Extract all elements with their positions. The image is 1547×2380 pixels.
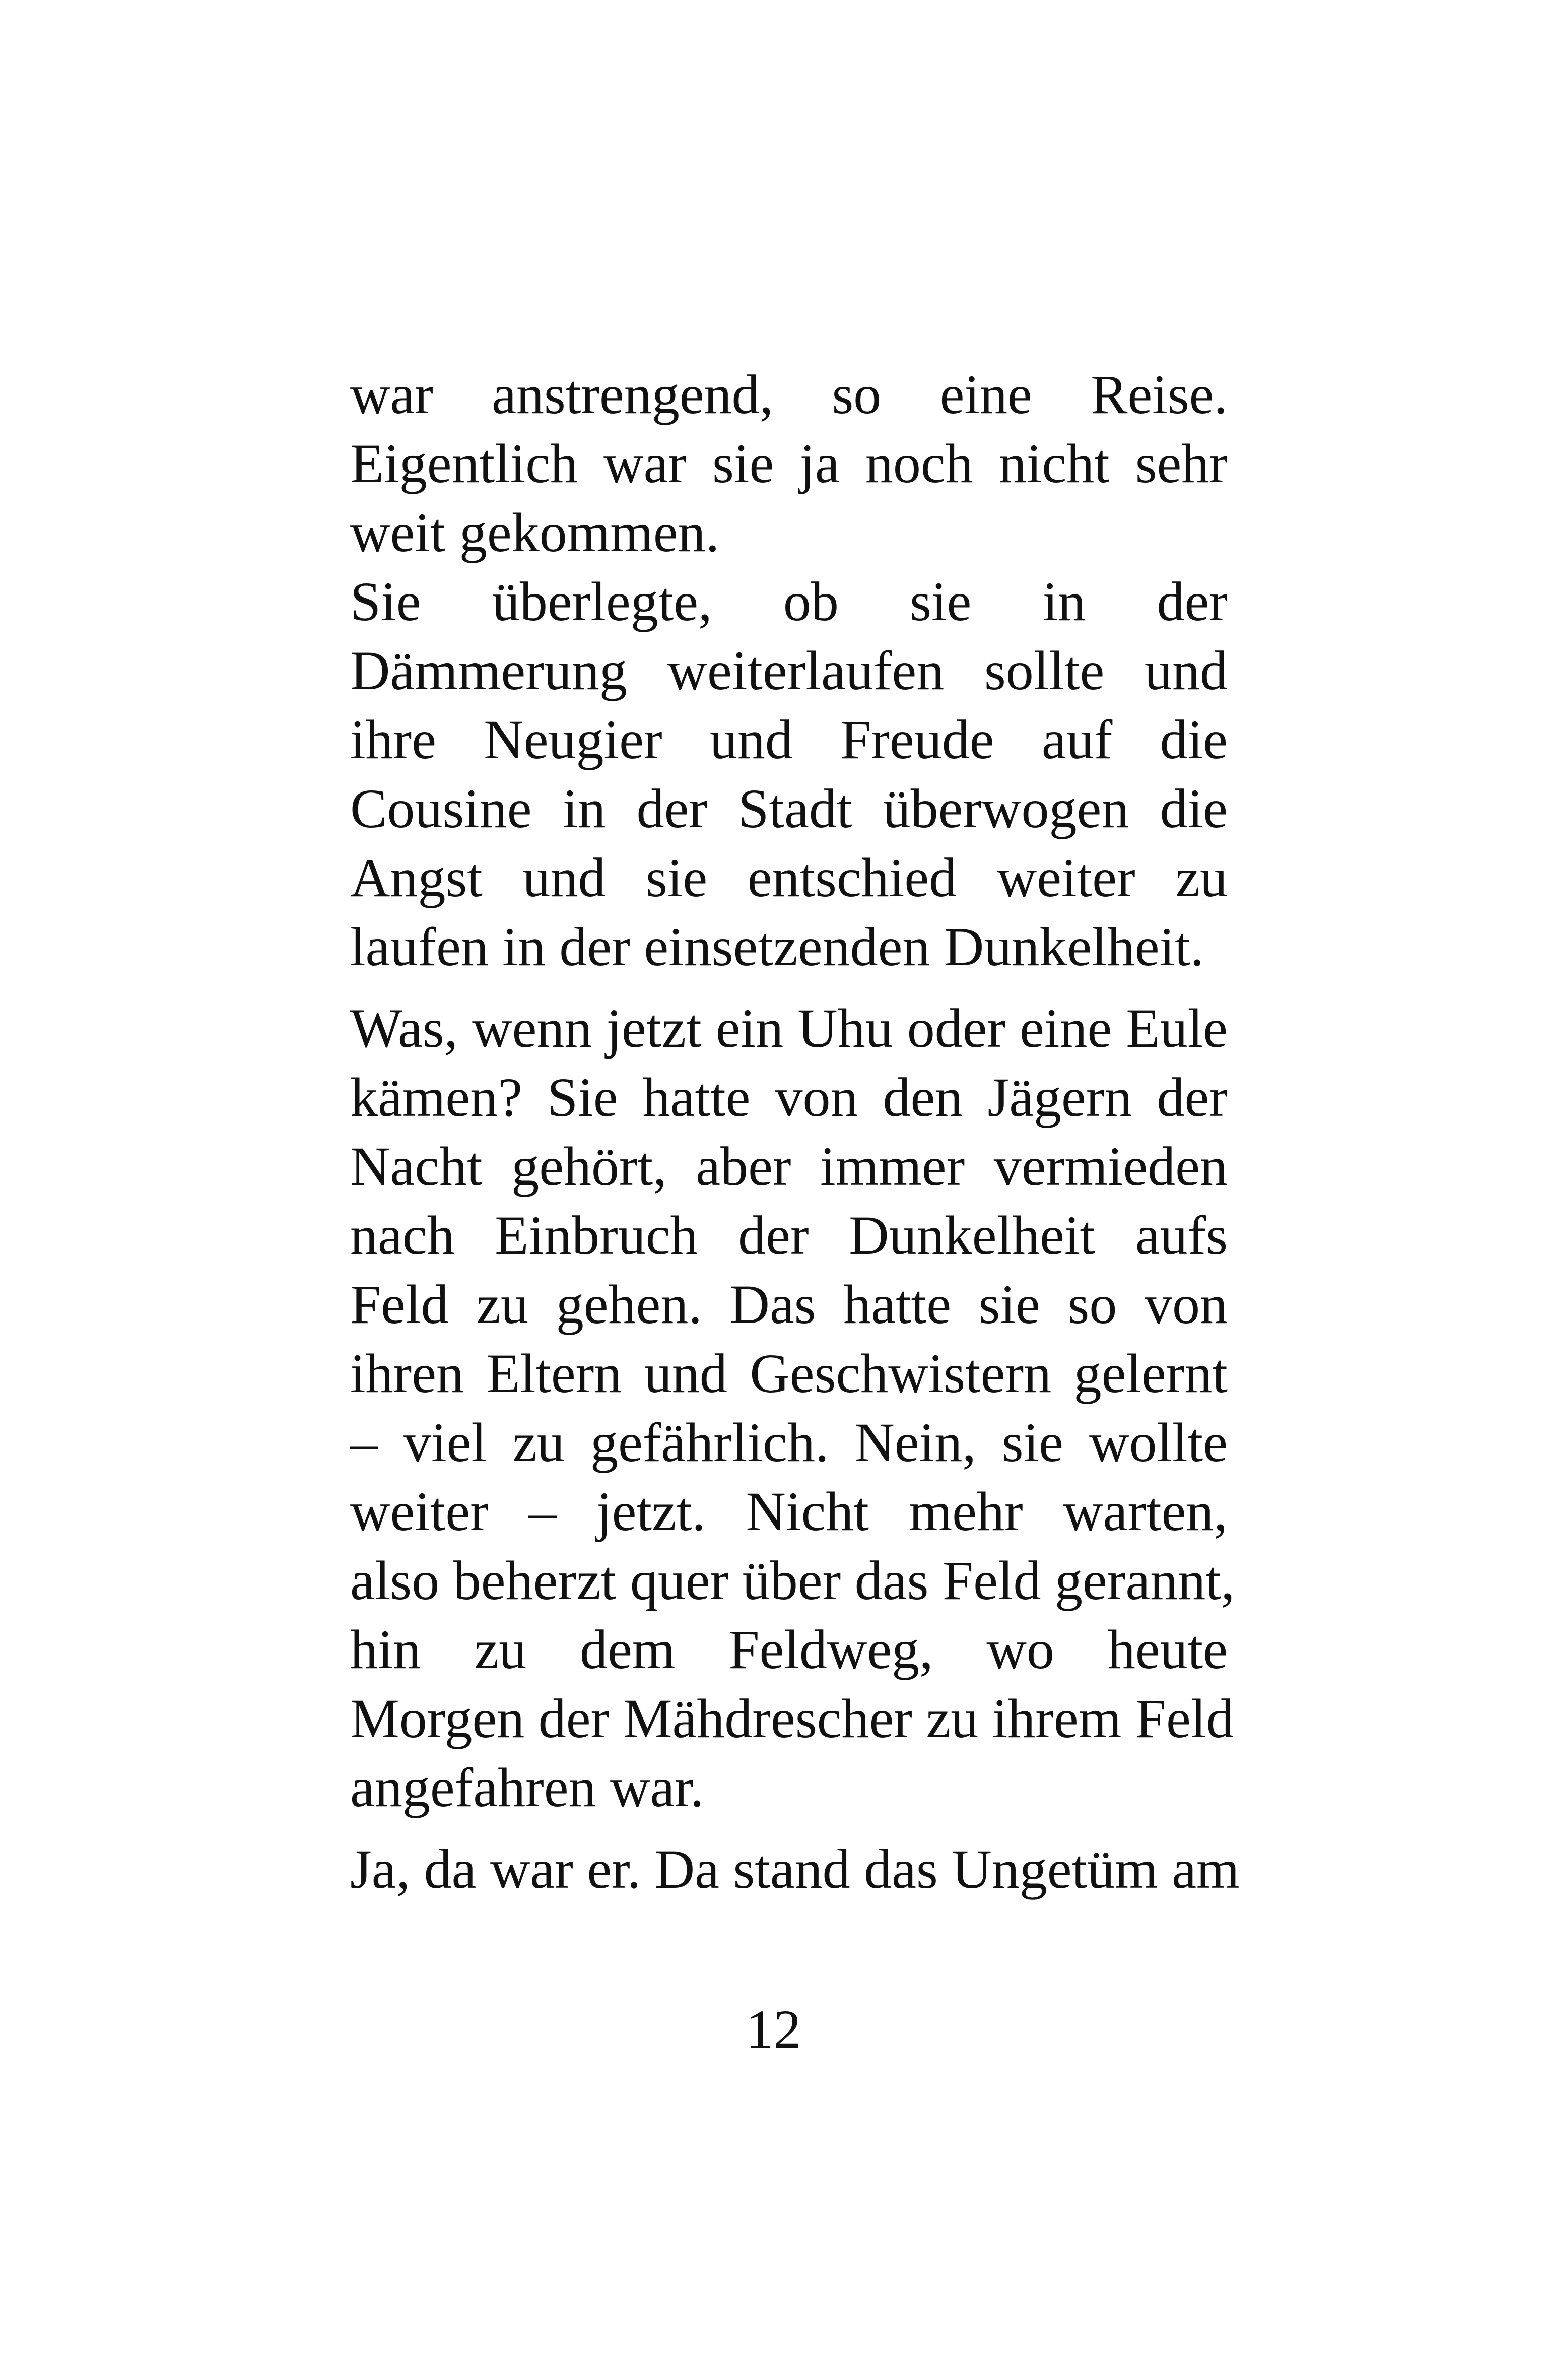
text-line: laufen in der einsetzenden Dunkelheit. bbox=[350, 916, 1204, 977]
text-line: Eigentlich war sie ja noch nicht sehr bbox=[350, 433, 1228, 494]
text-line: also beherzt quer über das Feld gerannt, bbox=[350, 1550, 1235, 1611]
text-line: weit gekommen. bbox=[350, 502, 720, 563]
text-line: kämen? Sie hatte von den Jägern der bbox=[350, 1067, 1228, 1128]
text-line: Morgen der Mähdrescher zu ihrem Feld bbox=[350, 1688, 1234, 1749]
text-line: Nacht gehört, aber immer vermieden bbox=[350, 1136, 1228, 1197]
text-line: Was, wenn jetzt ein Uhu oder eine Eule bbox=[350, 998, 1228, 1059]
text-line: war anstrengend, so eine Reise. bbox=[350, 364, 1228, 425]
text-line: Sie überlegte, ob sie in der bbox=[350, 571, 1228, 632]
body-text bbox=[350, 360, 1240, 1904]
text-line: angefahren war. bbox=[350, 1757, 704, 1818]
text-line: Cousine in der Stadt überwogen die bbox=[350, 778, 1228, 839]
text-line: ihren Eltern und Geschwistern gelernt bbox=[350, 1343, 1228, 1404]
text-line: – viel zu gefährlich. Nein, sie wollte bbox=[350, 1412, 1228, 1473]
text-line: hin zu dem Feldweg, wo heute bbox=[350, 1619, 1228, 1680]
text-line: Dämmerung weiterlaufen sollte und bbox=[350, 640, 1228, 701]
text-line: Ja, da war er. Da stand das Ungetüm am bbox=[350, 1838, 1240, 1900]
text-line: Feld zu gehen. Das hatte sie so von bbox=[350, 1274, 1228, 1335]
page-number: 12 bbox=[746, 1999, 801, 2060]
text-line: Angst und sie entschied weiter zu bbox=[350, 847, 1228, 908]
text-line: nach Einbruch der Dunkelheit aufs bbox=[350, 1205, 1228, 1266]
text-line: ihre Neugier und Freude auf die bbox=[350, 709, 1228, 770]
text-line: weiter – jetzt. Nicht mehr warten, bbox=[350, 1481, 1228, 1542]
